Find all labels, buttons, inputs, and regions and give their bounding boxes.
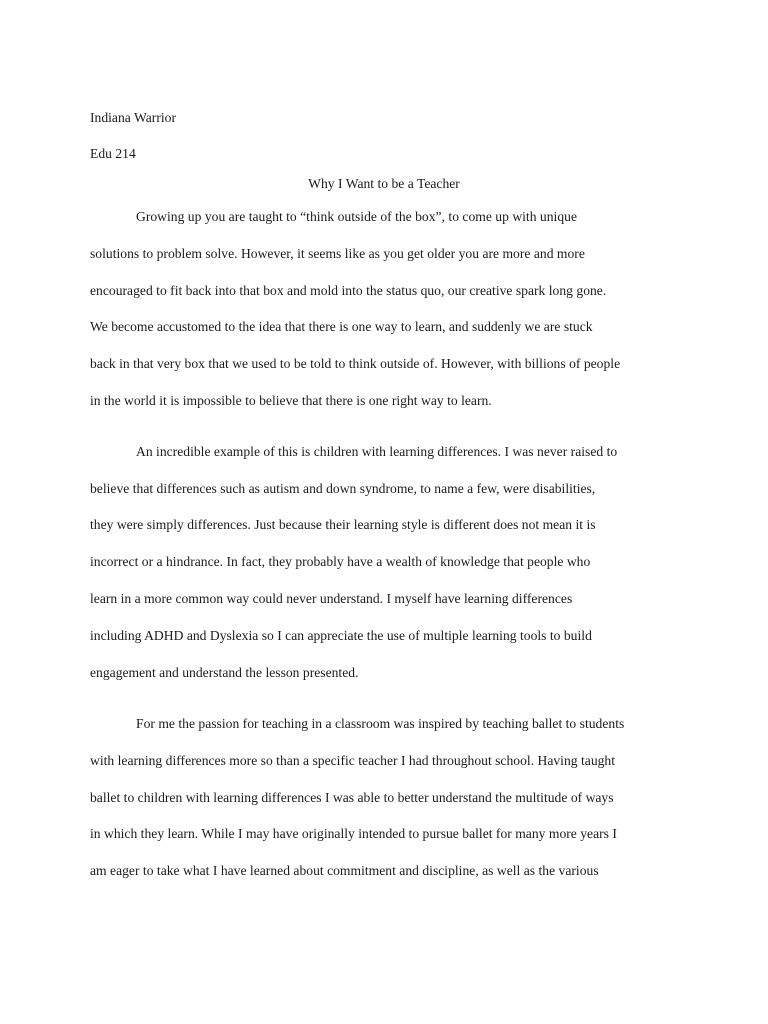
paragraph-line: including ADHD and Dyslexia so I can appreciate the use of multiple learning tools to build: [90, 628, 592, 643]
paragraph-line: encouraged to fit back into that box and mold into the status quo, our creative spark long gone.: [90, 283, 607, 298]
paragraph-line: they were simply differences. Just because their learning style is different does not mean it is: [90, 517, 596, 532]
paragraph-line: We become accustomed to the idea that there is one way to learn, and suddenly we are stuck: [90, 319, 593, 334]
paragraph-line: An incredible example of this is children with learning differences. I was never raised to: [136, 444, 618, 459]
paragraph-line: incorrect or a hindrance. In fact, they probably have a wealth of knowledge that people who: [90, 554, 591, 569]
paragraph-line: Growing up you are taught to “think outside of the box”, to come up with unique: [136, 209, 577, 224]
paragraph-line: believe that differences such as autism and down syndrome, to name a few, were disabilities,: [90, 481, 596, 496]
paragraph-line: ballet to children with learning differences I was able to better understand the multitude of ways: [90, 790, 614, 805]
paragraph-line: learn in a more common way could never understand. I myself have learning differences: [90, 591, 573, 606]
paragraph-line: with learning differences more so than a specific teacher I had throughout school. Having taught: [90, 753, 616, 768]
course-code: Edu 214: [90, 146, 136, 161]
essay-title: Why I Want to be a Teacher: [308, 176, 460, 191]
paragraph-line: in which they learn. While I may have originally intended to pursue ballet for many more years I: [90, 826, 617, 841]
paragraph-line: solutions to problem solve. However, it seems like as you get older you are more and more: [90, 246, 585, 261]
paragraph-line: engagement and understand the lesson presented.: [90, 665, 359, 680]
paragraph-line: back in that very box that we used to be told to think outside of. However, with billions of people: [90, 356, 621, 371]
author-name: Indiana Warrior: [90, 110, 176, 125]
paragraph-line: in the world it is impossible to believe that there is one right way to learn.: [90, 393, 492, 408]
paragraph-line: am eager to take what I have learned about commitment and discipline, as well as the various: [90, 863, 599, 878]
paragraph-line: For me the passion for teaching in a classroom was inspired by teaching ballet to students: [136, 716, 625, 731]
